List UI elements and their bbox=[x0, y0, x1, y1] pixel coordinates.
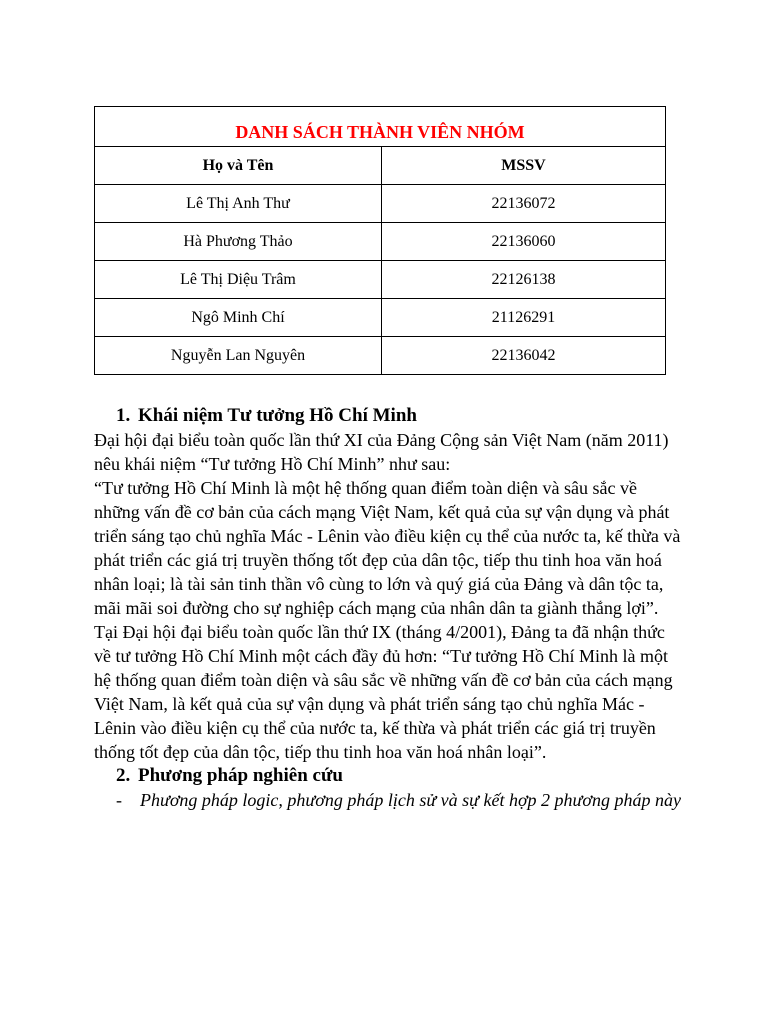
member-table bbox=[94, 106, 666, 375]
section-number: 1. bbox=[116, 405, 131, 426]
member-id: 22136072 bbox=[382, 185, 666, 223]
paragraph: “Tư tưởng Hồ Chí Minh là một hệ thống quan điểm toàn diện và sâu sắc về những vấn đề cơ bản của cách mạng Việt Nam, kết quả của sự vận dụng và phát triển sáng tạo chủ nghĩa Mác - Lênin vào điều kiện cụ thể của nước ta, kế thừa và phát triển các giá trị truyền thống tốt đẹp của dân tộc, tiếp thu tinh hoa văn hoá nhân loại; là tài sản tinh thần vô cùng to lớn và quý giá của Đảng và dân tộc ta, mãi mãi soi đường cho sự nghiệp cách mạng của nhân dân ta giành thắng lợi”. bbox=[94, 478, 681, 618]
member-name: Hà Phương Thảo bbox=[95, 223, 382, 261]
section-title: Khái niệm Tư tưởng Hồ Chí Minh bbox=[138, 405, 417, 426]
member-name: Lê Thị Anh Thư bbox=[95, 185, 382, 223]
bullet-marker: - bbox=[116, 790, 122, 810]
table-row bbox=[95, 223, 666, 261]
member-name: Lê Thị Diệu Trâm bbox=[95, 261, 382, 299]
column-header-name: Họ và Tên bbox=[95, 147, 382, 185]
column-header-mssv: MSSV bbox=[382, 147, 666, 185]
bullet-text: Phương pháp logic, phương pháp lịch sử và sự kết hợp 2 phương pháp này bbox=[140, 790, 681, 810]
member-name: Nguyễn Lan Nguyên bbox=[95, 337, 382, 375]
section-number: 2. bbox=[116, 765, 131, 786]
paragraph: Tại Đại hội đại biểu toàn quốc lần thứ IX (tháng 4/2001), Đảng ta đã nhận thức về tư tưởng Hồ Chí Minh một cách đầy đủ hơn: “Tư tưởng Hồ Chí Minh là một hệ thống quan điểm toàn diện và sâu sắc về những vấn đề cơ bản của cách mạng Việt Nam, là kết quả của sự vận dụng và phát triển sáng tạo chủ nghĩa Mác - Lênin vào điều kiện cụ thể của nước ta, kế thừa và phát triển các giá trị truyền thống tốt đẹp của dân tộc, tiếp thu tinh hoa văn hoá nhân loại”. bbox=[94, 622, 673, 762]
table-row bbox=[95, 261, 666, 299]
section-title: Phương pháp nghiên cứu bbox=[138, 765, 343, 786]
member-id: 22136042 bbox=[382, 337, 666, 375]
member-id: 22126138 bbox=[382, 261, 666, 299]
member-id: 22136060 bbox=[382, 223, 666, 261]
document-body bbox=[94, 404, 684, 812]
table-row bbox=[95, 299, 666, 337]
table-title: DANH SÁCH THÀNH VIÊN NHÓM bbox=[95, 107, 666, 147]
table-header-row bbox=[95, 147, 666, 185]
list-item bbox=[94, 788, 684, 812]
member-id: 21126291 bbox=[382, 299, 666, 337]
table-title-row bbox=[95, 107, 666, 147]
section-heading-method bbox=[94, 764, 684, 788]
section-heading-concept bbox=[94, 404, 684, 428]
member-name: Ngô Minh Chí bbox=[95, 299, 382, 337]
table-row bbox=[95, 185, 666, 223]
table-row bbox=[95, 337, 666, 375]
paragraph: Đại hội đại biểu toàn quốc lần thứ XI của Đảng Cộng sản Việt Nam (năm 2011) nêu khái niệm “Tư tưởng Hồ Chí Minh” như sau: bbox=[94, 430, 669, 474]
